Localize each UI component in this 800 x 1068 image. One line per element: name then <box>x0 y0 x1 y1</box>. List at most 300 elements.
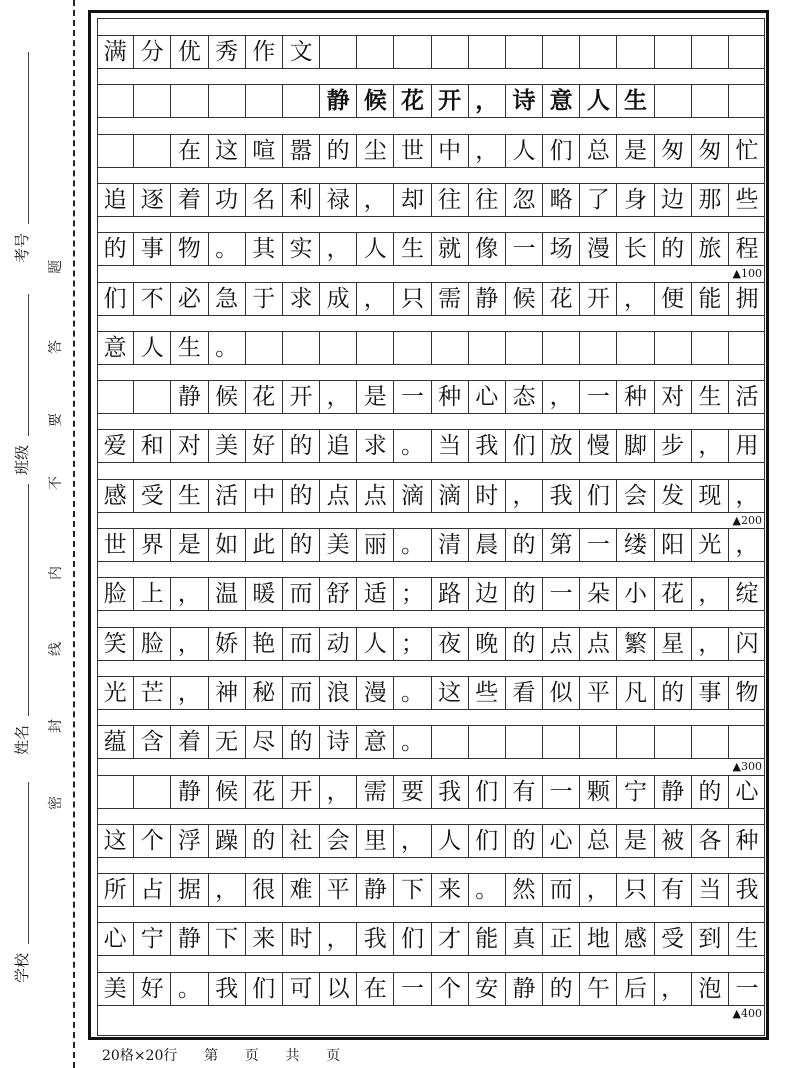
grid-cell[interactable]: 长 <box>617 233 654 265</box>
grid-cell[interactable]: 在 <box>357 973 394 1005</box>
grid-cell[interactable]: 艳 <box>246 628 283 660</box>
grid-cell[interactable]: 我 <box>432 776 469 808</box>
grid-cell[interactable]: 意 <box>357 726 394 758</box>
grid-cell[interactable]: 时 <box>283 923 320 955</box>
grid-cell[interactable] <box>432 726 469 758</box>
grid-cell[interactable]: 然 <box>506 874 543 906</box>
grid-cell[interactable]: 宁 <box>134 923 171 955</box>
grid-cell[interactable]: 身 <box>617 184 654 216</box>
grid-cell[interactable] <box>469 726 506 758</box>
grid-cell[interactable]: 感 <box>617 923 654 955</box>
grid-cell[interactable]: 分 <box>134 36 171 68</box>
grid-cell[interactable]: 世 <box>394 135 431 167</box>
grid-cell[interactable]: ， <box>506 480 543 512</box>
grid-cell[interactable]: 不 <box>134 283 171 315</box>
grid-cell[interactable]: 似 <box>543 677 580 709</box>
grid-cell[interactable]: 的 <box>506 628 543 660</box>
grid-cell[interactable]: ， <box>617 283 654 315</box>
grid-cell[interactable]: 忙 <box>735 138 759 164</box>
grid-cell[interactable]: 来 <box>432 874 469 906</box>
grid-cell[interactable]: 所 <box>97 874 134 906</box>
grid-cell[interactable]: 脚 <box>617 430 654 462</box>
grid-cell[interactable]: 个 <box>432 973 469 1005</box>
grid-cell[interactable]: 开 <box>580 283 617 315</box>
field-underline[interactable] <box>28 294 29 436</box>
grid-cell[interactable]: 种 <box>617 381 654 413</box>
grid-cell[interactable] <box>469 332 506 364</box>
grid-cell[interactable] <box>134 135 171 167</box>
grid-cell[interactable]: 生 <box>171 332 208 364</box>
grid-cell[interactable]: 们 <box>506 430 543 462</box>
grid-cell[interactable]: ， <box>320 381 357 413</box>
grid-cell[interactable]: 里 <box>357 825 394 857</box>
grid-cell[interactable]: 滴 <box>394 480 431 512</box>
grid-cell[interactable]: 小 <box>617 578 654 610</box>
grid-cell[interactable]: 是 <box>617 825 654 857</box>
grid-cell[interactable]: 急 <box>209 283 246 315</box>
grid-cell[interactable]: 用 <box>735 433 759 459</box>
grid-cell[interactable]: 花 <box>543 283 580 315</box>
grid-cell[interactable]: 。 <box>394 726 431 758</box>
grid-cell[interactable] <box>692 36 729 68</box>
grid-cell[interactable]: 一 <box>580 529 617 561</box>
grid-cell[interactable]: 意 <box>543 85 580 117</box>
grid-cell[interactable]: 夜 <box>432 628 469 660</box>
grid-cell[interactable]: 活 <box>735 384 759 410</box>
grid-cell[interactable]: 能 <box>469 923 506 955</box>
grid-cell[interactable]: 禄 <box>320 184 357 216</box>
grid-cell[interactable] <box>320 332 357 364</box>
grid-cell[interactable] <box>617 36 654 68</box>
grid-cell[interactable]: 地 <box>580 923 617 955</box>
grid-cell[interactable]: 对 <box>171 430 208 462</box>
grid-cell[interactable]: 匆 <box>655 135 692 167</box>
grid-cell[interactable]: 只 <box>394 283 431 315</box>
grid-cell[interactable]: ， <box>357 184 394 216</box>
grid-cell[interactable] <box>692 332 729 364</box>
grid-cell[interactable]: 人 <box>357 628 394 660</box>
grid-cell[interactable]: 平 <box>320 874 357 906</box>
grid-cell[interactable]: 到 <box>692 923 729 955</box>
grid-cell[interactable]: 候 <box>209 776 246 808</box>
grid-cell[interactable]: 如 <box>209 529 246 561</box>
grid-cell[interactable]: 的 <box>506 529 543 561</box>
grid-cell[interactable]: 静 <box>320 85 357 117</box>
grid-cell[interactable]: ， <box>692 628 729 660</box>
grid-cell[interactable]: 下 <box>394 874 431 906</box>
grid-cell[interactable]: 暖 <box>246 578 283 610</box>
grid-cell[interactable]: 。 <box>171 973 208 1005</box>
grid-cell[interactable]: ， <box>320 776 357 808</box>
grid-cell[interactable]: 好 <box>246 430 283 462</box>
grid-cell[interactable]: 要 <box>394 776 431 808</box>
grid-cell[interactable]: ， <box>357 283 394 315</box>
grid-cell[interactable]: 意 <box>97 332 134 364</box>
grid-cell[interactable]: 脸 <box>134 628 171 660</box>
grid-cell[interactable]: 拥 <box>735 286 759 312</box>
grid-cell[interactable]: 静 <box>655 776 692 808</box>
grid-cell[interactable]: 清 <box>432 529 469 561</box>
grid-cell[interactable]: 脸 <box>97 578 134 610</box>
grid-cell[interactable]: 而 <box>283 578 320 610</box>
grid-cell[interactable]: 美 <box>97 973 134 1005</box>
grid-cell[interactable]: 看 <box>506 677 543 709</box>
grid-cell[interactable]: 有 <box>655 874 692 906</box>
grid-cell[interactable] <box>692 726 729 758</box>
grid-cell[interactable]: 而 <box>283 677 320 709</box>
grid-cell[interactable]: 程 <box>735 236 759 262</box>
grid-cell[interactable]: 朵 <box>580 578 617 610</box>
grid-cell[interactable]: 丽 <box>357 529 394 561</box>
grid-cell[interactable]: 此 <box>246 529 283 561</box>
grid-cell[interactable]: 功 <box>209 184 246 216</box>
grid-cell[interactable]: 一 <box>394 381 431 413</box>
grid-cell[interactable]: 们 <box>469 825 506 857</box>
grid-cell[interactable]: 的 <box>283 726 320 758</box>
grid-cell[interactable]: 慢 <box>580 430 617 462</box>
grid-cell[interactable]: 的 <box>655 233 692 265</box>
grid-cell[interactable]: 会 <box>320 825 357 857</box>
grid-cell[interactable]: 我 <box>357 923 394 955</box>
grid-cell[interactable]: 神 <box>209 677 246 709</box>
grid-cell[interactable]: 的 <box>97 233 134 265</box>
grid-cell[interactable]: 和 <box>134 430 171 462</box>
grid-cell[interactable] <box>729 36 765 68</box>
grid-cell[interactable] <box>543 332 580 364</box>
grid-cell[interactable]: 心 <box>735 779 759 805</box>
grid-cell[interactable]: 。 <box>394 529 431 561</box>
grid-cell[interactable]: 诗 <box>320 726 357 758</box>
grid-cell[interactable]: 们 <box>394 923 431 955</box>
grid-cell[interactable] <box>134 776 171 808</box>
grid-cell[interactable]: 成 <box>320 283 357 315</box>
grid-cell[interactable]: 花 <box>246 381 283 413</box>
grid-cell[interactable]: ， <box>320 923 357 955</box>
grid-cell[interactable]: ， <box>209 874 246 906</box>
grid-cell[interactable]: 中 <box>432 135 469 167</box>
grid-cell[interactable]: 适 <box>357 578 394 610</box>
grid-cell[interactable]: 浮 <box>171 825 208 857</box>
grid-cell[interactable]: 诗 <box>506 85 543 117</box>
grid-cell[interactable]: 人 <box>134 332 171 364</box>
grid-cell[interactable]: ， <box>394 825 431 857</box>
grid-cell[interactable]: 可 <box>283 973 320 1005</box>
grid-cell[interactable]: 闪 <box>735 631 759 657</box>
grid-cell[interactable]: 物 <box>735 680 759 706</box>
field-underline[interactable] <box>28 52 29 224</box>
grid-cell[interactable]: 静 <box>469 283 506 315</box>
grid-cell[interactable]: 需 <box>432 283 469 315</box>
grid-cell[interactable]: 人 <box>580 85 617 117</box>
grid-cell[interactable]: 作 <box>246 36 283 68</box>
grid-cell[interactable]: 温 <box>209 578 246 610</box>
grid-cell[interactable]: ， <box>320 233 357 265</box>
grid-cell[interactable]: 的 <box>543 973 580 1005</box>
grid-cell[interactable]: 一 <box>580 381 617 413</box>
grid-cell[interactable]: 社 <box>283 825 320 857</box>
grid-cell[interactable]: 爱 <box>97 430 134 462</box>
grid-cell[interactable]: 点 <box>580 628 617 660</box>
grid-cell[interactable]: 心 <box>469 381 506 413</box>
grid-cell[interactable]: 候 <box>357 85 394 117</box>
grid-cell[interactable]: 们 <box>580 480 617 512</box>
grid-cell[interactable]: 点 <box>320 480 357 512</box>
grid-cell[interactable]: 的 <box>283 529 320 561</box>
grid-cell[interactable]: 第 <box>543 529 580 561</box>
grid-cell[interactable] <box>394 36 431 68</box>
grid-cell[interactable]: 候 <box>506 283 543 315</box>
grid-cell[interactable]: 静 <box>506 973 543 1005</box>
grid-cell[interactable]: 利 <box>283 184 320 216</box>
grid-cell[interactable]: 界 <box>134 529 171 561</box>
grid-cell[interactable]: 受 <box>134 480 171 512</box>
grid-cell[interactable]: 花 <box>394 85 431 117</box>
grid-cell[interactable]: 凡 <box>617 677 654 709</box>
grid-cell[interactable] <box>617 726 654 758</box>
grid-cell[interactable] <box>283 85 320 117</box>
grid-cell[interactable]: 静 <box>357 874 394 906</box>
grid-cell[interactable]: 中 <box>246 480 283 512</box>
grid-cell[interactable] <box>432 332 469 364</box>
grid-cell[interactable] <box>692 85 729 117</box>
grid-cell[interactable]: 各 <box>692 825 729 857</box>
grid-cell[interactable]: 生 <box>617 85 654 117</box>
grid-cell[interactable]: 满 <box>97 36 134 68</box>
grid-cell[interactable]: 颗 <box>580 776 617 808</box>
grid-cell[interactable]: 点 <box>543 628 580 660</box>
grid-cell[interactable]: 这 <box>209 135 246 167</box>
grid-cell[interactable]: 忽 <box>506 184 543 216</box>
grid-cell[interactable]: 占 <box>134 874 171 906</box>
grid-cell[interactable]: 受 <box>655 923 692 955</box>
grid-cell[interactable]: 的 <box>246 825 283 857</box>
grid-cell[interactable]: 在 <box>171 135 208 167</box>
grid-cell[interactable]: 生 <box>394 233 431 265</box>
grid-cell[interactable] <box>97 381 134 413</box>
grid-cell[interactable]: 一 <box>394 973 431 1005</box>
grid-cell[interactable]: 优 <box>171 36 208 68</box>
grid-cell[interactable]: 边 <box>469 578 506 610</box>
grid-cell[interactable]: 绽 <box>735 581 759 607</box>
grid-cell[interactable]: 生 <box>171 480 208 512</box>
grid-cell[interactable]: 的 <box>506 825 543 857</box>
grid-cell[interactable]: 秀 <box>209 36 246 68</box>
grid-cell[interactable]: 好 <box>134 973 171 1005</box>
grid-cell[interactable]: 需 <box>357 776 394 808</box>
grid-cell[interactable]: 秘 <box>246 677 283 709</box>
grid-cell[interactable]: 宁 <box>617 776 654 808</box>
grid-cell[interactable]: 能 <box>692 283 729 315</box>
grid-cell[interactable]: 很 <box>246 874 283 906</box>
grid-cell[interactable]: 放 <box>543 430 580 462</box>
grid-cell[interactable] <box>357 332 394 364</box>
grid-cell[interactable]: 旅 <box>692 233 729 265</box>
grid-cell[interactable]: 漫 <box>580 233 617 265</box>
grid-cell[interactable]: 下 <box>209 923 246 955</box>
grid-cell[interactable] <box>580 36 617 68</box>
grid-cell[interactable]: 感 <box>97 480 134 512</box>
grid-cell[interactable] <box>655 85 692 117</box>
grid-cell[interactable]: 而 <box>283 628 320 660</box>
grid-cell[interactable] <box>617 332 654 364</box>
grid-cell[interactable] <box>655 36 692 68</box>
grid-cell[interactable]: 人 <box>432 825 469 857</box>
grid-cell[interactable]: 安 <box>469 973 506 1005</box>
grid-cell[interactable]: 花 <box>655 578 692 610</box>
grid-cell[interactable]: ， <box>692 430 729 462</box>
grid-cell[interactable]: 的 <box>283 430 320 462</box>
grid-cell[interactable] <box>97 776 134 808</box>
grid-cell[interactable]: 于 <box>246 283 283 315</box>
grid-cell[interactable]: 有 <box>506 776 543 808</box>
grid-cell[interactable]: 求 <box>357 430 394 462</box>
grid-cell[interactable]: 繁 <box>617 628 654 660</box>
grid-cell[interactable]: 才 <box>432 923 469 955</box>
grid-cell[interactable]: 文 <box>283 36 320 68</box>
grid-cell[interactable]: 泡 <box>692 973 729 1005</box>
grid-cell[interactable] <box>97 135 134 167</box>
grid-cell[interactable] <box>357 36 394 68</box>
grid-cell[interactable]: 无 <box>209 726 246 758</box>
grid-cell[interactable]: 美 <box>320 529 357 561</box>
grid-cell[interactable]: 们 <box>543 135 580 167</box>
grid-cell[interactable]: 时 <box>469 480 506 512</box>
grid-cell[interactable]: 光 <box>97 677 134 709</box>
grid-cell[interactable]: 据 <box>171 874 208 906</box>
grid-cell[interactable]: ， <box>655 973 692 1005</box>
grid-cell[interactable]: 的 <box>692 776 729 808</box>
grid-cell[interactable]: ， <box>469 135 506 167</box>
grid-cell[interactable]: 便 <box>655 283 692 315</box>
grid-cell[interactable]: 嚣 <box>283 135 320 167</box>
grid-cell[interactable]: 求 <box>283 283 320 315</box>
grid-cell[interactable]: 滴 <box>432 480 469 512</box>
grid-cell[interactable]: 我 <box>209 973 246 1005</box>
grid-cell[interactable]: ， <box>735 532 759 558</box>
grid-cell[interactable]: 步 <box>655 430 692 462</box>
field-underline[interactable] <box>28 484 29 716</box>
grid-cell[interactable]: 生 <box>692 381 729 413</box>
grid-cell[interactable] <box>283 332 320 364</box>
grid-cell[interactable]: 动 <box>320 628 357 660</box>
grid-cell[interactable]: 对 <box>655 381 692 413</box>
grid-cell[interactable]: 着 <box>171 726 208 758</box>
grid-cell[interactable]: 美 <box>209 430 246 462</box>
grid-cell[interactable]: 而 <box>543 874 580 906</box>
grid-cell[interactable]: 是 <box>617 135 654 167</box>
grid-cell[interactable]: 尘 <box>357 135 394 167</box>
grid-cell[interactable]: 往 <box>469 184 506 216</box>
grid-cell[interactable] <box>543 726 580 758</box>
grid-cell[interactable]: 路 <box>432 578 469 610</box>
grid-cell[interactable]: 追 <box>320 430 357 462</box>
grid-cell[interactable]: ， <box>543 381 580 413</box>
grid-cell[interactable] <box>580 332 617 364</box>
grid-cell[interactable]: 活 <box>209 480 246 512</box>
grid-cell[interactable]: 着 <box>171 184 208 216</box>
grid-cell[interactable]: 心 <box>543 825 580 857</box>
grid-cell[interactable] <box>655 726 692 758</box>
grid-cell[interactable] <box>320 36 357 68</box>
grid-cell[interactable] <box>506 726 543 758</box>
grid-cell[interactable]: 后 <box>617 973 654 1005</box>
grid-cell[interactable]: 现 <box>692 480 729 512</box>
grid-cell[interactable]: 来 <box>246 923 283 955</box>
grid-cell[interactable]: 。 <box>209 332 246 364</box>
grid-cell[interactable]: 被 <box>655 825 692 857</box>
grid-cell[interactable]: ， <box>171 578 208 610</box>
grid-cell[interactable]: 晨 <box>469 529 506 561</box>
grid-cell[interactable]: 光 <box>692 529 729 561</box>
grid-cell[interactable]: 含 <box>134 726 171 758</box>
grid-cell[interactable]: 。 <box>209 233 246 265</box>
grid-cell[interactable]: 态 <box>506 381 543 413</box>
grid-cell[interactable]: 略 <box>543 184 580 216</box>
grid-cell[interactable]: 世 <box>97 529 134 561</box>
grid-cell[interactable]: ， <box>469 85 506 117</box>
grid-cell[interactable]: ， <box>692 578 729 610</box>
grid-cell[interactable]: ， <box>735 483 759 509</box>
grid-cell[interactable]: 候 <box>209 381 246 413</box>
grid-cell[interactable]: 个 <box>134 825 171 857</box>
grid-cell[interactable]: 躁 <box>209 825 246 857</box>
grid-cell[interactable]: 我 <box>469 430 506 462</box>
grid-cell[interactable]: 这 <box>432 677 469 709</box>
grid-cell[interactable]: 的 <box>320 135 357 167</box>
grid-cell[interactable]: 娇 <box>209 628 246 660</box>
grid-cell[interactable]: 。 <box>394 677 431 709</box>
grid-cell[interactable]: 平 <box>580 677 617 709</box>
grid-cell[interactable]: 像 <box>469 233 506 265</box>
grid-cell[interactable]: 一 <box>506 233 543 265</box>
grid-cell[interactable]: 们 <box>97 283 134 315</box>
grid-cell[interactable]: 其 <box>246 233 283 265</box>
grid-cell[interactable]: 正 <box>543 923 580 955</box>
grid-cell[interactable]: 当 <box>432 430 469 462</box>
grid-cell[interactable]: 的 <box>506 578 543 610</box>
grid-cell[interactable]: 总 <box>580 135 617 167</box>
grid-cell[interactable] <box>655 332 692 364</box>
grid-cell[interactable]: 却 <box>394 184 431 216</box>
grid-cell[interactable] <box>506 36 543 68</box>
grid-cell[interactable]: 以 <box>320 973 357 1005</box>
grid-cell[interactable]: 是 <box>171 529 208 561</box>
grid-cell[interactable]: 些 <box>469 677 506 709</box>
field-underline[interactable] <box>28 782 29 944</box>
grid-cell[interactable]: 人 <box>506 135 543 167</box>
grid-cell[interactable]: 开 <box>283 776 320 808</box>
grid-cell[interactable] <box>729 85 765 117</box>
grid-cell[interactable]: ， <box>171 628 208 660</box>
grid-cell[interactable]: 喧 <box>246 135 283 167</box>
grid-cell[interactable]: 缕 <box>617 529 654 561</box>
grid-cell[interactable]: 芒 <box>134 677 171 709</box>
grid-cell[interactable]: 的 <box>655 677 692 709</box>
grid-cell[interactable]: 静 <box>171 776 208 808</box>
grid-cell[interactable]: 是 <box>357 381 394 413</box>
grid-cell[interactable]: 总 <box>580 825 617 857</box>
grid-cell[interactable] <box>134 381 171 413</box>
grid-cell[interactable]: 那 <box>692 184 729 216</box>
grid-cell[interactable] <box>209 85 246 117</box>
grid-cell[interactable]: 一 <box>735 976 759 1002</box>
grid-cell[interactable]: 逐 <box>134 184 171 216</box>
grid-cell[interactable]: 生 <box>735 926 759 952</box>
grid-cell[interactable]: 必 <box>171 283 208 315</box>
grid-cell[interactable]: 笑 <box>97 628 134 660</box>
grid-cell[interactable]: 的 <box>283 480 320 512</box>
grid-cell[interactable]: 就 <box>432 233 469 265</box>
